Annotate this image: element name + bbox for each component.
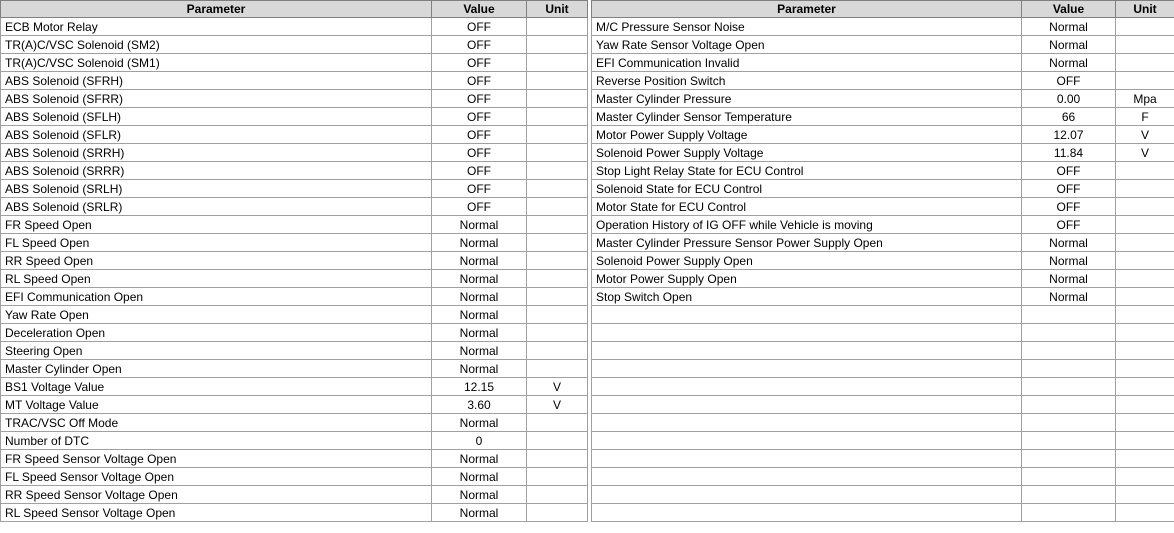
value-cell: Normal xyxy=(432,468,527,486)
parameter-cell: Master Cylinder Open xyxy=(1,360,432,378)
table-row[interactable] xyxy=(1,288,588,306)
value-cell: OFF xyxy=(1022,180,1116,198)
value-cell: OFF xyxy=(1022,72,1116,90)
value-cell xyxy=(1022,342,1116,360)
unit-cell: F xyxy=(1116,108,1174,126)
value-cell: Normal xyxy=(432,486,527,504)
table-row[interactable] xyxy=(592,36,1174,54)
unit-cell xyxy=(527,270,588,288)
value-cell: OFF xyxy=(432,180,527,198)
unit-cell xyxy=(1116,504,1174,522)
value-cell: Normal xyxy=(432,450,527,468)
parameter-cell xyxy=(592,360,1022,378)
parameter-cell: RR Speed Sensor Voltage Open xyxy=(1,486,432,504)
table-row[interactable] xyxy=(1,54,588,72)
table-row[interactable] xyxy=(592,324,1174,342)
unit-cell xyxy=(1116,396,1174,414)
parameter-cell xyxy=(592,324,1022,342)
value-cell xyxy=(1022,486,1116,504)
header-row xyxy=(592,1,1174,18)
parameter-cell: Yaw Rate Open xyxy=(1,306,432,324)
table-row[interactable] xyxy=(1,90,588,108)
parameter-header[interactable]: Parameter xyxy=(1,1,432,18)
unit-cell xyxy=(1116,270,1174,288)
unit-cell xyxy=(1116,180,1174,198)
parameter-cell: TR(A)C/VSC Solenoid (SM1) xyxy=(1,54,432,72)
parameter-cell: Stop Light Relay State for ECU Control xyxy=(592,162,1022,180)
parameter-cell: FR Speed Sensor Voltage Open xyxy=(1,450,432,468)
unit-cell xyxy=(527,360,588,378)
parameter-cell xyxy=(592,414,1022,432)
table-row[interactable] xyxy=(592,342,1174,360)
unit-cell xyxy=(1116,72,1174,90)
table-row[interactable] xyxy=(1,504,588,522)
value-cell xyxy=(1022,450,1116,468)
table-row[interactable] xyxy=(592,378,1174,396)
unit-cell: V xyxy=(1116,126,1174,144)
value-cell: OFF xyxy=(432,36,527,54)
table-row[interactable] xyxy=(592,486,1174,504)
parameter-cell: RL Speed Open xyxy=(1,270,432,288)
table-row[interactable] xyxy=(592,144,1174,162)
value-cell: OFF xyxy=(432,72,527,90)
parameter-cell: ABS Solenoid (SFLR) xyxy=(1,126,432,144)
value-cell: 0.00 xyxy=(1022,90,1116,108)
table-row[interactable] xyxy=(592,180,1174,198)
table-row[interactable] xyxy=(1,450,588,468)
table-row[interactable] xyxy=(592,108,1174,126)
parameter-cell: Number of DTC xyxy=(1,432,432,450)
unit-cell xyxy=(1116,36,1174,54)
parameter-cell xyxy=(592,306,1022,324)
parameter-cell: Master Cylinder Pressure Sensor Power Supply Open xyxy=(592,234,1022,252)
unit-cell xyxy=(1116,198,1174,216)
value-cell xyxy=(1022,468,1116,486)
table-row[interactable] xyxy=(1,144,588,162)
table-row[interactable] xyxy=(1,72,588,90)
value-cell: Normal xyxy=(1022,252,1116,270)
unit-cell: V xyxy=(527,396,588,414)
parameter-cell: RL Speed Sensor Voltage Open xyxy=(1,504,432,522)
parameter-cell: Solenoid State for ECU Control xyxy=(592,180,1022,198)
unit-cell xyxy=(1116,162,1174,180)
value-cell: OFF xyxy=(432,144,527,162)
unit-cell xyxy=(1116,54,1174,72)
right-data-table xyxy=(591,0,1174,522)
table-row[interactable] xyxy=(1,126,588,144)
table-row[interactable] xyxy=(592,396,1174,414)
table-row[interactable] xyxy=(1,486,588,504)
value-cell: Normal xyxy=(1022,54,1116,72)
parameter-cell: Operation History of IG OFF while Vehicle is moving xyxy=(592,216,1022,234)
value-cell: 12.15 xyxy=(432,378,527,396)
value-header[interactable]: Value xyxy=(1022,1,1116,18)
unit-cell: V xyxy=(1116,144,1174,162)
value-cell: 12.07 xyxy=(1022,126,1116,144)
parameter-cell: Solenoid Power Supply Open xyxy=(592,252,1022,270)
value-header[interactable]: Value xyxy=(432,1,527,18)
parameter-cell xyxy=(592,486,1022,504)
unit-cell xyxy=(1116,360,1174,378)
value-cell xyxy=(1022,414,1116,432)
parameter-cell: ABS Solenoid (SRRH) xyxy=(1,144,432,162)
unit-cell xyxy=(1116,216,1174,234)
table-row[interactable] xyxy=(592,234,1174,252)
parameter-cell: Master Cylinder Pressure xyxy=(592,90,1022,108)
parameter-cell: Solenoid Power Supply Voltage xyxy=(592,144,1022,162)
table-row[interactable] xyxy=(592,54,1174,72)
value-cell: OFF xyxy=(432,90,527,108)
value-cell: OFF xyxy=(1022,216,1116,234)
unit-cell xyxy=(527,414,588,432)
unit-cell xyxy=(1116,432,1174,450)
parameter-cell xyxy=(592,468,1022,486)
unit-cell xyxy=(527,54,588,72)
parameter-cell: BS1 Voltage Value xyxy=(1,378,432,396)
table-row[interactable] xyxy=(592,288,1174,306)
parameter-cell xyxy=(592,450,1022,468)
unit-cell xyxy=(1116,450,1174,468)
parameter-cell: ABS Solenoid (SFRR) xyxy=(1,90,432,108)
parameter-cell: RR Speed Open xyxy=(1,252,432,270)
table-row[interactable] xyxy=(592,18,1174,36)
value-cell: Normal xyxy=(1022,288,1116,306)
parameter-cell xyxy=(592,378,1022,396)
parameter-cell: M/C Pressure Sensor Noise xyxy=(592,18,1022,36)
unit-cell xyxy=(1116,414,1174,432)
value-cell: Normal xyxy=(432,504,527,522)
unit-cell xyxy=(1116,18,1174,36)
unit-cell xyxy=(527,90,588,108)
parameter-cell: ABS Solenoid (SRRR) xyxy=(1,162,432,180)
parameter-cell: ABS Solenoid (SRLH) xyxy=(1,180,432,198)
table-row[interactable] xyxy=(592,504,1174,522)
table-row[interactable] xyxy=(592,432,1174,450)
value-cell: OFF xyxy=(1022,162,1116,180)
table-row[interactable] xyxy=(1,468,588,486)
value-cell xyxy=(1022,396,1116,414)
table-row[interactable] xyxy=(1,252,588,270)
parameter-cell: MT Voltage Value xyxy=(1,396,432,414)
unit-cell xyxy=(527,450,588,468)
table-row[interactable] xyxy=(1,18,588,36)
parameter-cell: Motor Power Supply Open xyxy=(592,270,1022,288)
unit-header[interactable]: Unit xyxy=(1116,1,1174,18)
table-row[interactable] xyxy=(592,162,1174,180)
table-row[interactable] xyxy=(592,306,1174,324)
table-row[interactable] xyxy=(1,378,588,396)
value-cell: Normal xyxy=(432,360,527,378)
table-row[interactable] xyxy=(1,36,588,54)
value-cell: Normal xyxy=(1022,234,1116,252)
table-row[interactable] xyxy=(592,72,1174,90)
unit-cell xyxy=(527,180,588,198)
parameter-cell: ABS Solenoid (SRLR) xyxy=(1,198,432,216)
value-cell: OFF xyxy=(432,162,527,180)
value-cell: Normal xyxy=(432,324,527,342)
value-cell: Normal xyxy=(432,252,527,270)
unit-cell xyxy=(527,108,588,126)
value-cell xyxy=(1022,324,1116,342)
table-row[interactable] xyxy=(1,324,588,342)
unit-cell xyxy=(527,126,588,144)
table-row[interactable] xyxy=(592,270,1174,288)
header-row xyxy=(1,1,588,18)
value-cell: Normal xyxy=(432,234,527,252)
parameter-cell xyxy=(592,432,1022,450)
value-cell xyxy=(1022,504,1116,522)
unit-cell xyxy=(1116,486,1174,504)
parameter-cell: Steering Open xyxy=(1,342,432,360)
unit-cell xyxy=(1116,252,1174,270)
unit-cell xyxy=(527,144,588,162)
parameter-cell: ECB Motor Relay xyxy=(1,18,432,36)
parameter-cell: Master Cylinder Sensor Temperature xyxy=(592,108,1022,126)
parameter-cell: Motor Power Supply Voltage xyxy=(592,126,1022,144)
left-data-table xyxy=(0,0,588,522)
unit-cell xyxy=(527,486,588,504)
value-cell: OFF xyxy=(432,18,527,36)
table-row[interactable] xyxy=(592,360,1174,378)
unit-cell xyxy=(1116,288,1174,306)
table-row[interactable] xyxy=(1,360,588,378)
unit-cell xyxy=(527,288,588,306)
value-cell: Normal xyxy=(1022,36,1116,54)
unit-cell xyxy=(527,306,588,324)
unit-cell xyxy=(527,18,588,36)
unit-cell xyxy=(527,432,588,450)
parameter-cell: Deceleration Open xyxy=(1,324,432,342)
value-cell xyxy=(1022,432,1116,450)
value-cell: Normal xyxy=(432,288,527,306)
table-row[interactable] xyxy=(1,306,588,324)
table-row[interactable] xyxy=(592,126,1174,144)
unit-cell xyxy=(527,234,588,252)
parameter-cell: TR(A)C/VSC Solenoid (SM2) xyxy=(1,36,432,54)
value-cell: OFF xyxy=(432,108,527,126)
unit-header[interactable]: Unit xyxy=(527,1,588,18)
unit-cell: Mpa xyxy=(1116,90,1174,108)
value-cell: Normal xyxy=(1022,18,1116,36)
unit-cell xyxy=(527,468,588,486)
table-row[interactable] xyxy=(592,216,1174,234)
value-cell: 0 xyxy=(432,432,527,450)
value-cell: OFF xyxy=(432,54,527,72)
table-row[interactable] xyxy=(1,198,588,216)
table-row[interactable] xyxy=(592,450,1174,468)
value-cell: Normal xyxy=(432,270,527,288)
parameter-cell: TRAC/VSC Off Mode xyxy=(1,414,432,432)
unit-cell xyxy=(1116,306,1174,324)
parameter-cell xyxy=(592,504,1022,522)
table-row[interactable] xyxy=(592,468,1174,486)
table-row[interactable] xyxy=(1,396,588,414)
unit-cell xyxy=(527,216,588,234)
table-row[interactable] xyxy=(592,252,1174,270)
table-row[interactable] xyxy=(1,432,588,450)
value-cell: 3.60 xyxy=(432,396,527,414)
table-row[interactable] xyxy=(592,414,1174,432)
parameter-cell: Reverse Position Switch xyxy=(592,72,1022,90)
table-row[interactable] xyxy=(1,234,588,252)
value-cell: Normal xyxy=(432,414,527,432)
unit-cell xyxy=(527,504,588,522)
parameter-header[interactable]: Parameter xyxy=(592,1,1022,18)
unit-cell xyxy=(527,72,588,90)
value-cell: OFF xyxy=(1022,198,1116,216)
value-cell: Normal xyxy=(432,342,527,360)
value-cell: OFF xyxy=(432,198,527,216)
table-row[interactable] xyxy=(1,108,588,126)
value-cell xyxy=(1022,306,1116,324)
unit-cell xyxy=(1116,342,1174,360)
table-row[interactable] xyxy=(1,162,588,180)
unit-cell xyxy=(1116,378,1174,396)
parameter-cell xyxy=(592,342,1022,360)
value-cell: 66 xyxy=(1022,108,1116,126)
unit-cell xyxy=(527,36,588,54)
value-cell: Normal xyxy=(1022,270,1116,288)
unit-cell xyxy=(527,252,588,270)
parameter-cell: Stop Switch Open xyxy=(592,288,1022,306)
unit-cell xyxy=(1116,234,1174,252)
value-cell: Normal xyxy=(432,216,527,234)
parameter-cell: FL Speed Sensor Voltage Open xyxy=(1,468,432,486)
unit-cell xyxy=(527,162,588,180)
unit-cell xyxy=(1116,468,1174,486)
parameter-cell xyxy=(592,396,1022,414)
value-cell xyxy=(1022,360,1116,378)
parameter-cell: Motor State for ECU Control xyxy=(592,198,1022,216)
parameter-cell: EFI Communication Invalid xyxy=(592,54,1022,72)
parameter-cell: FR Speed Open xyxy=(1,216,432,234)
unit-cell xyxy=(527,342,588,360)
value-cell: Normal xyxy=(432,306,527,324)
value-cell: OFF xyxy=(432,126,527,144)
table-row[interactable] xyxy=(1,180,588,198)
table-row[interactable] xyxy=(592,198,1174,216)
value-cell xyxy=(1022,378,1116,396)
parameter-cell: ABS Solenoid (SFLH) xyxy=(1,108,432,126)
parameter-cell: ABS Solenoid (SFRH) xyxy=(1,72,432,90)
unit-cell: V xyxy=(527,378,588,396)
table-row[interactable] xyxy=(1,270,588,288)
parameter-cell: EFI Communication Open xyxy=(1,288,432,306)
table-row[interactable] xyxy=(1,216,588,234)
table-row[interactable] xyxy=(592,90,1174,108)
table-row[interactable] xyxy=(1,414,588,432)
value-cell: 11.84 xyxy=(1022,144,1116,162)
unit-cell xyxy=(1116,324,1174,342)
table-row[interactable] xyxy=(1,342,588,360)
unit-cell xyxy=(527,198,588,216)
unit-cell xyxy=(527,324,588,342)
parameter-cell: Yaw Rate Sensor Voltage Open xyxy=(592,36,1022,54)
parameter-cell: FL Speed Open xyxy=(1,234,432,252)
